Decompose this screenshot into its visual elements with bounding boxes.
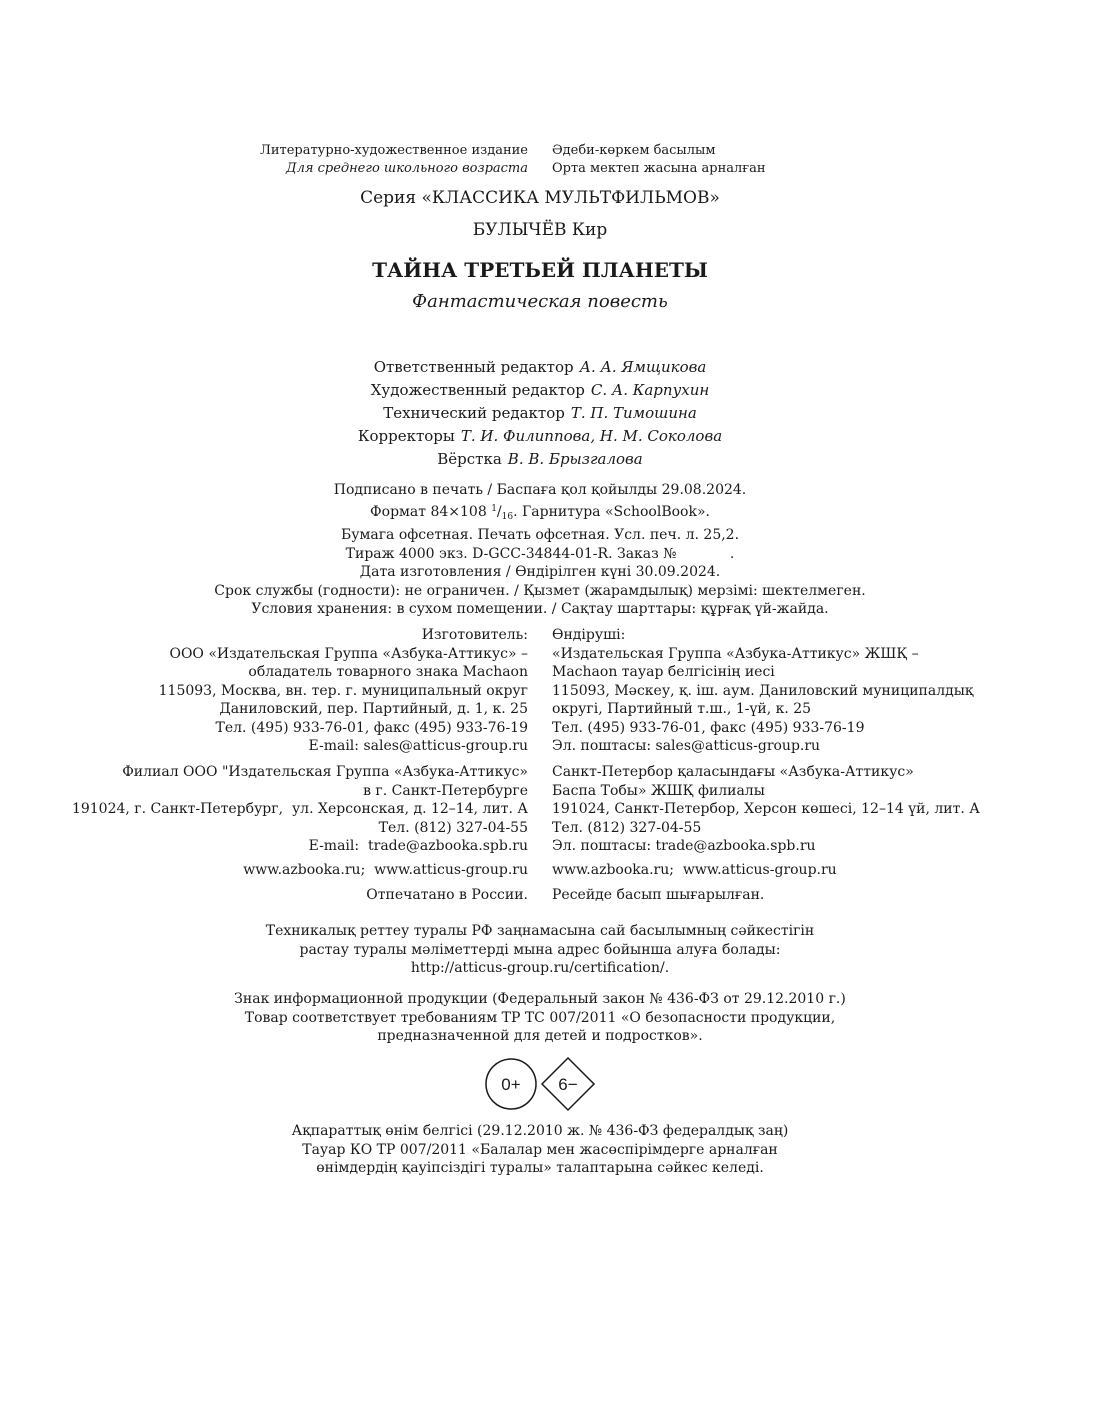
credit-name: С. А. Карпухин (590, 381, 710, 399)
web-ru: www.azbooka.ru; www.atticus-group.ru (243, 862, 528, 878)
credit-name: А. А. Ямщикова (579, 358, 707, 376)
age-group-ru: Для среднего школьного возраста (286, 161, 528, 176)
certification-kz-line: Техникалық реттеу туралы РФ заңнамасына сай басылымның сәйкестігін (265, 923, 815, 939)
print-details (0, 481, 1080, 619)
manufacturer-kz-line: Machaon тауар белгісінің иесі (552, 664, 775, 680)
manufacturer-ru (159, 626, 528, 756)
format-prefix: Формат 84×108 (370, 503, 487, 520)
signed-line: Подписано в печать / Баспаға қол қойылды 29.08.2024. (333, 482, 747, 498)
credit-role: Корректоры (357, 427, 455, 445)
top-right-block (552, 142, 766, 178)
branch-ru-email: E-mail: trade@azbooka.spb.ru (308, 838, 528, 854)
paper-line: Бумага офсетная. Печать офсетная. Усл. печ. л. 25,2. (340, 527, 740, 543)
credit-name: Т. П. Тимошина (570, 404, 697, 422)
branch-kz-line: Тел. (812) 327-04-55 (552, 819, 702, 836)
credit-row (0, 448, 1080, 471)
branch-kz-line: 191024, Санкт-Петербор, Херсон көшесі, 12–14 үй, лит. А (552, 801, 980, 817)
credit-row (0, 356, 1080, 379)
manufacturer-kz-line: Тел. (495) 933-76-01, факс (495) 933-76-19 (552, 719, 865, 736)
branch-kz-line: Санкт-Петербор қаласындағы «Азбука-Аттикус» (552, 764, 914, 780)
info-mark-kz-line: Ақпараттық өнім белгісі (29.12.2010 ж. № 436-ФЗ федералдық заң) (291, 1123, 789, 1139)
run-line: Тираж 4000 экз. D-GCC-34844-01-R. Заказ № . (345, 545, 735, 562)
edition-type-kz: Әдеби-көркем басылым (552, 143, 716, 158)
manufacturer-kz-line: Өндіруші: (552, 627, 626, 643)
info-product-diamond-badge (542, 1058, 594, 1110)
branch-kz-email: Эл. поштасы: trade@azbooka.spb.ru (552, 838, 816, 854)
printed-ru: Отпечатано в России. (366, 887, 528, 903)
printed-kz: Ресейде басып шығарылған. (552, 887, 765, 903)
info-mark-kz-line: Тауар КО ТР 007/2011 «Балалар мен жасөспірімдерге арналған (302, 1141, 778, 1158)
branch-kz-line: Баспа Тобы» ЖШҚ филиалы (552, 782, 765, 799)
storage-line: Условия хранения: в сухом помещении. / Сақтау шарттары: құрғақ үй-жайда. (251, 601, 829, 617)
manufacturer-kz-line: 115093, Мәскеу, қ. іш. аум. Даниловский муниципалдық (552, 682, 974, 699)
manufacturer-kz-line: «Издательская Группа «Азбука-Аттикус» ЖШҚ – (552, 645, 919, 662)
branch-ru-line: Филиал ООО "Издательская Группа «Азбука-Аттикус» (122, 764, 528, 780)
book-title: ТАЙНА ТРЕТЬЕЙ ПЛАНЕТЫ (372, 258, 708, 282)
age-rating-circle-badge (486, 1059, 536, 1109)
age-group-kz: Орта мектеп жасына арналған (552, 161, 766, 176)
age-rating-label: 0+ (501, 1075, 521, 1094)
manufacturer-ru-line: Даниловский, пер. Партийный, д. 1, к. 25 (219, 701, 528, 717)
branch-ru (72, 763, 528, 856)
credit-role: Художественный редактор (370, 381, 585, 399)
info-mark-ru-line: Знак информационной продукции (Федеральный закон № 436-ФЗ от 29.12.2010 г.) (234, 991, 846, 1007)
diamond-label: 6− (558, 1075, 578, 1094)
manufacturer-kz (552, 626, 973, 756)
credit-name: В. В. Брызгалова (507, 450, 643, 468)
manufacturer-kz-line: округі, Партийный т.ш., 1-үй, к. 25 (552, 701, 812, 717)
credit-role: Ответственный редактор (373, 358, 574, 376)
manufacturer-ru-line: 115093, Москва, вн. тер. г. муниципальный округ (158, 682, 528, 699)
info-mark-ru-line: Товар соответствует требованиям ТР ТС 007/2011 «О безопасности продукции, (244, 1009, 836, 1026)
info-mark-ru-line: предназначенной для детей и подростков». (377, 1028, 703, 1044)
credit-name: Т. И. Филиппова, Н. М. Соколова (460, 427, 723, 445)
credits (0, 356, 1080, 471)
edition-type-ru: Литературно-художественное издание (260, 143, 528, 158)
certification-kz-line: растау туралы мәліметтерді мына адрес бойынша алуға болады: (299, 941, 781, 958)
format-suffix: . Гарнитура «SchoolBook». (513, 503, 710, 520)
author-line: БУЛЫЧЁВ Кир (472, 220, 608, 240)
age-badges (484, 1057, 600, 1113)
manufacturer-kz-email: Эл. поштасы: sales@atticus-group.ru (552, 738, 821, 754)
credit-row (0, 402, 1080, 425)
date-line: Дата изготовления / Өндірілген күні 30.09.2024. (359, 564, 721, 580)
branch-ru-line: в г. Санкт-Петербурге (363, 782, 528, 799)
series-line: Серия «КЛАССИКА МУЛЬТФИЛЬМОВ» (360, 188, 720, 208)
branch-kz (552, 763, 980, 856)
manufacturer-ru-email: E-mail: sales@atticus-group.ru (308, 738, 528, 754)
info-mark-ru (0, 990, 1080, 1046)
branch-ru-line: Тел. (812) 327-04-55 (378, 819, 528, 836)
web-kz: www.azbooka.ru; www.atticus-group.ru (552, 862, 837, 878)
manufacturer-ru-line: обладатель товарного знака Machaon (248, 664, 528, 680)
certification-kz (0, 922, 1080, 978)
shelf-life-line: Срок службы (годности): не ограничен. / Қызмет (жарамдылық) мерзімі: шектелмеген. (214, 582, 866, 599)
branch-ru-line: 191024, г. Санкт-Петербург, ул. Херсонская, д. 12–14, лит. А (71, 801, 528, 817)
format-denominator: 16 (501, 511, 514, 522)
manufacturer-ru-line: Тел. (495) 933-76-01, факс (495) 933-76-19 (215, 719, 528, 736)
top-left-block (260, 142, 528, 178)
certification-url: http://atticus-group.ru/certification/. (410, 960, 670, 976)
credit-row (0, 379, 1080, 402)
format-numerator: 1 (491, 503, 497, 514)
credit-row (0, 425, 1080, 448)
info-mark-kz (0, 1122, 1080, 1178)
manufacturer-ru-line: ООО «Издательская Группа «Азбука-Аттикус» – (169, 645, 528, 662)
manufacturer-ru-line: Изготовитель: (421, 627, 528, 643)
credit-role: Вёрстка (437, 450, 502, 468)
credit-role: Технический редактор (383, 404, 565, 422)
info-mark-kz-line: өнімдердің қауіпсіздігі туралы» талаптарына сәйкес келеді. (316, 1160, 764, 1176)
format-line: Формат 84×108 $^1/_{16}$. Гарнитура «SchoolBook». (370, 503, 710, 522)
book-subtitle: Фантастическая повесть (412, 291, 668, 312)
